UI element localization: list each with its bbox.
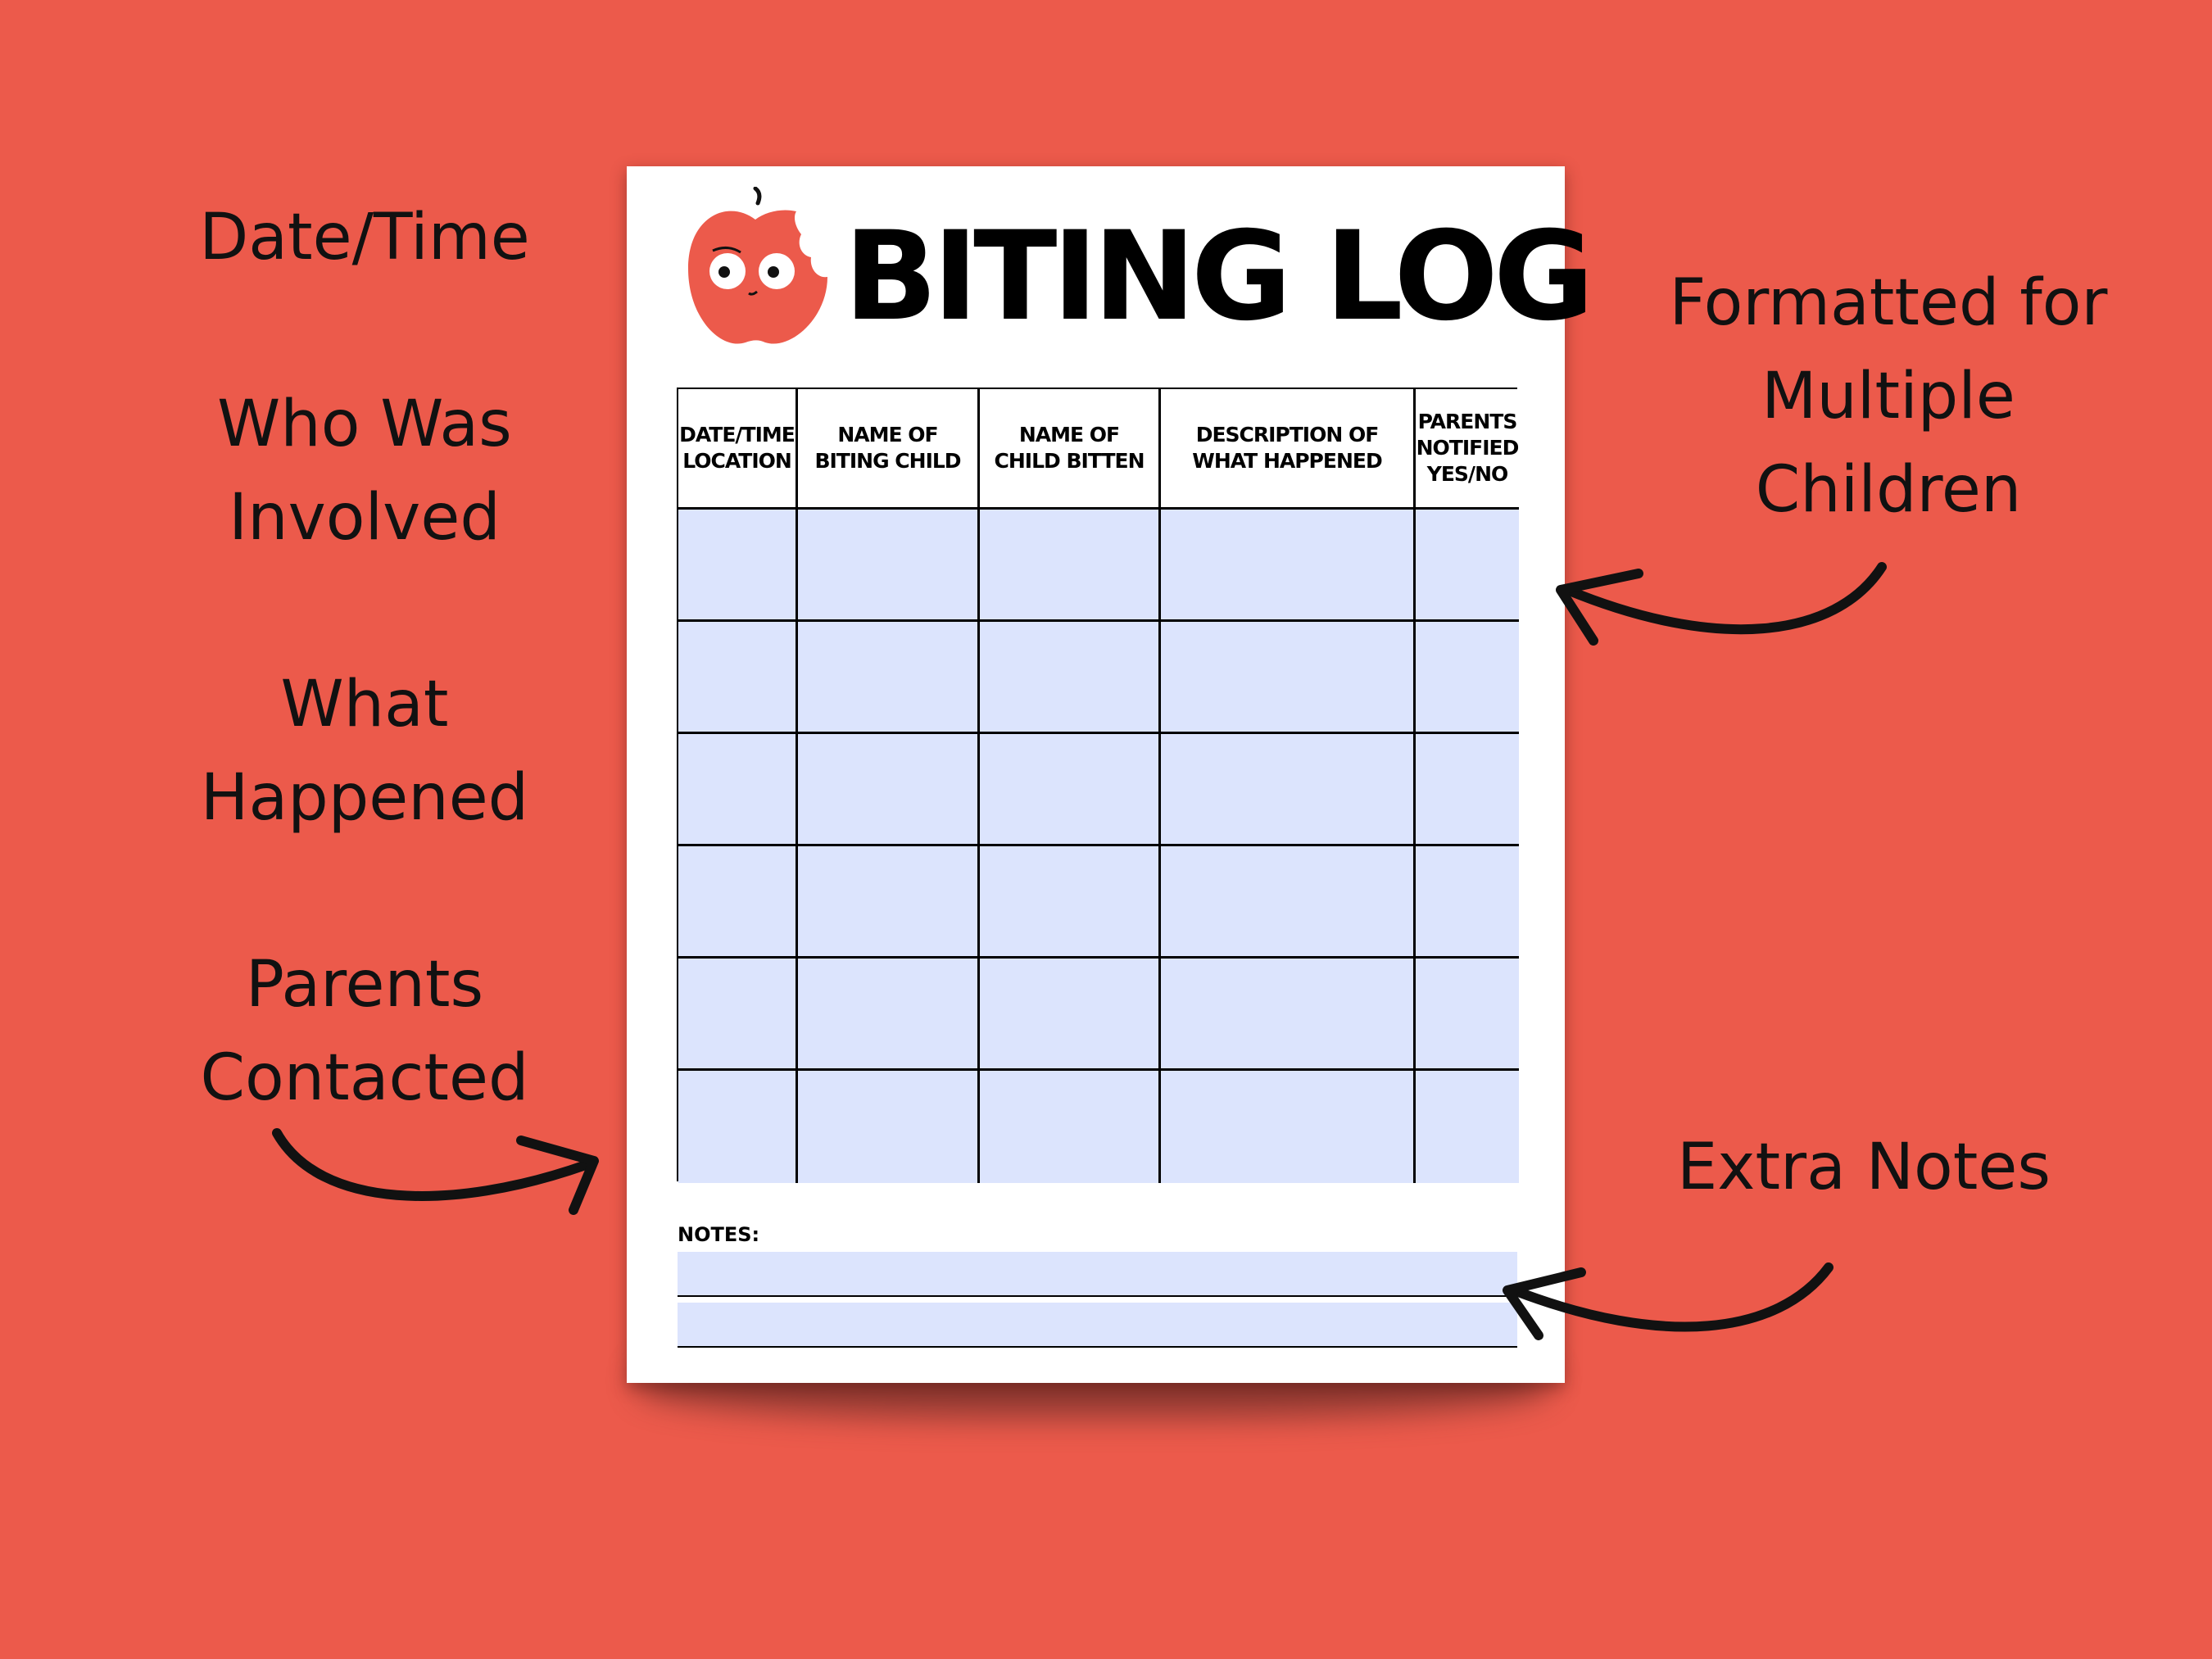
table-cell[interactable] — [980, 734, 1161, 846]
callout-line: Date/Time — [199, 201, 530, 274]
curved-arrow-icon — [262, 1118, 606, 1233]
log-table — [677, 388, 1517, 1181]
curved-arrow-icon — [1499, 1258, 1843, 1356]
table-cell[interactable] — [1416, 1071, 1519, 1183]
table-cell[interactable] — [1416, 846, 1519, 959]
callout-line: What — [280, 668, 449, 741]
table-cell[interactable] — [678, 510, 798, 622]
notes-line[interactable] — [678, 1303, 1517, 1348]
table-cell[interactable] — [798, 510, 980, 622]
callout-date-time — [147, 191, 582, 284]
callout-line: Contacted — [200, 1041, 529, 1115]
callout-line: Multiple — [1761, 360, 2015, 433]
callout-formatted-for-multiple-children — [1606, 256, 2171, 537]
table-cell[interactable] — [1161, 510, 1416, 622]
table-cell[interactable] — [1161, 959, 1416, 1071]
callout-line: Involved — [229, 481, 501, 555]
column-header-parents-notified: PARENTS NOTIFIED YES/NO — [1416, 389, 1519, 510]
callout-what-happened — [147, 658, 582, 845]
table-cell[interactable] — [678, 622, 798, 734]
table-cell[interactable] — [798, 734, 980, 846]
table-cell[interactable] — [1161, 846, 1416, 959]
callout-line: Happened — [200, 761, 529, 835]
biting-log-sheet — [627, 166, 1590, 1383]
table-cell[interactable] — [1161, 622, 1416, 734]
bitten-apple-icon — [680, 187, 836, 351]
sheet-title: BITING LOG — [844, 206, 1590, 348]
curved-arrow-icon — [1552, 557, 1897, 664]
table-cell[interactable] — [1416, 734, 1519, 846]
callout-who-was-involved — [147, 378, 582, 564]
table-cell[interactable] — [1416, 622, 1519, 734]
table-cell[interactable] — [798, 622, 980, 734]
table-cell[interactable] — [678, 734, 798, 846]
table-cell[interactable] — [980, 846, 1161, 959]
table-cell[interactable] — [678, 959, 798, 1071]
table-cell[interactable] — [1416, 959, 1519, 1071]
table-cell[interactable] — [980, 622, 1161, 734]
callout-extra-notes — [1606, 1121, 2122, 1214]
table-cell[interactable] — [798, 846, 980, 959]
table-cell[interactable] — [1416, 510, 1519, 622]
callout-line: Parents — [245, 948, 484, 1022]
callout-line: Extra Notes — [1677, 1131, 2051, 1204]
table-cell[interactable] — [980, 510, 1161, 622]
callout-parents-contacted — [147, 938, 582, 1125]
column-header-description: DESCRIPTION OF WHAT HAPPENED — [1161, 389, 1416, 510]
table-cell[interactable] — [798, 959, 980, 1071]
table-cell[interactable] — [980, 959, 1161, 1071]
notes-label: NOTES: — [678, 1223, 760, 1246]
column-header-child-bitten: NAME OF CHILD BITTEN — [980, 389, 1161, 510]
table-cell[interactable] — [798, 1071, 980, 1183]
table-cell[interactable] — [1161, 734, 1416, 846]
column-header-biting-child: NAME OF BITING CHILD — [798, 389, 980, 510]
notes-line[interactable] — [678, 1252, 1517, 1297]
table-cell[interactable] — [1161, 1071, 1416, 1183]
table-cell[interactable] — [678, 846, 798, 959]
callout-line: Formatted for — [1669, 266, 2108, 340]
table-cell[interactable] — [980, 1071, 1161, 1183]
table-cell[interactable] — [678, 1071, 798, 1183]
callout-line: Children — [1755, 453, 2022, 527]
column-header-date-time: DATE/TIME LOCATION — [678, 389, 798, 510]
callout-line: Who Was — [217, 388, 512, 461]
